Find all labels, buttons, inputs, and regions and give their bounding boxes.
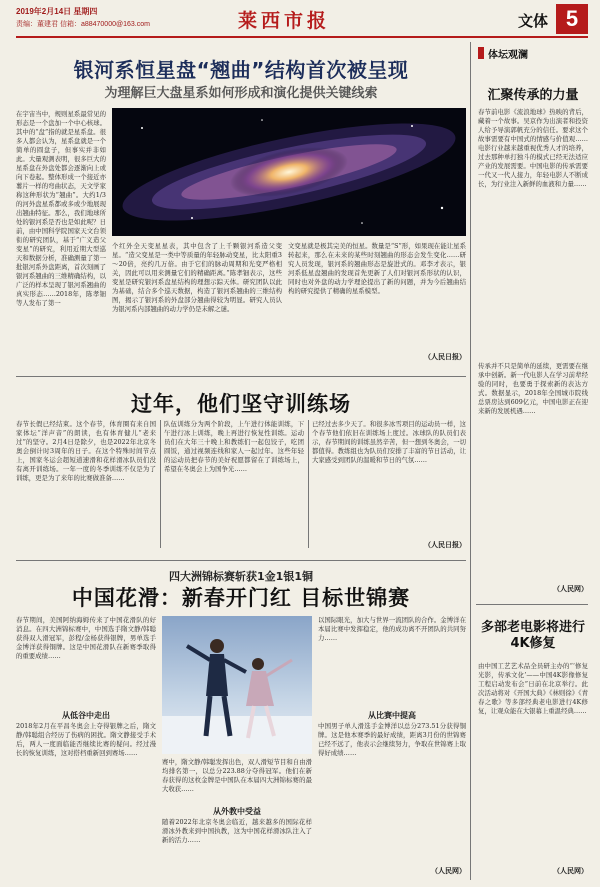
story3-subhead-3: 从比赛中提高 [368,711,416,720]
right-divider [476,604,588,605]
masthead [16,6,588,32]
opinion-body: 春节前电影《流浪地球》热映的背后，藏着一个故事。吴京作为出演者和投资人给予导演郭帆充分的信任。要求这个故事需要有中国式的情感与价值观……电影行业越来越重视优秀人才的培养，过去那种单打独斗的模式已经无法适应产业的发展需要。中国电影的传承需要一代又一代人接力，年轻电影人不断成长，为行业注入新鲜的血液和力量…… [478,108,588,188]
story2-headline: 过年，他们坚守训练场 [131,392,351,416]
story3-source: （人民网） [431,866,466,875]
column-tag [478,46,588,60]
story2-col2: 队伍训练分为两个阶段，上午进行体能训练，下午进行冰上训练，晚上再进行恢复性训练。运动员们在大年三十晚上和教练们一起包饺子，吃团圆饭，通过视频连线和家人一起过年。这些年轻的运动员把春节的美好祝愿都留在了训练场上，希望在冬奥会上为国争光…… [164,420,304,473]
galaxy-image [112,108,466,236]
story3-col2: 赛中，隋文静/韩聪发挥出色，双人滑短节目和自由滑均排名第一，以总分223.88分夺得冠军。他们在新春获得的这枚金牌是中国队在本届四大洲锦标赛的最大收获…… [162,758,312,793]
story2-divider-b [308,420,309,548]
story3-col3: 以国际眼光，加大与世界一流团队的合作。金博洋在本届比赛中发挥稳定，他的成功离不开团队的共同努力…… [318,616,466,642]
story3-kicker: 四大洲锦标赛斩获1金1银1铜 [169,570,313,583]
figure-skating-photo [162,616,312,754]
header-rule [16,36,588,38]
story2-source: （人民日报） [424,540,466,549]
story2-col3: 已经过去多少天了。和很多冰雪项目的运动员一样，这个春节他们依旧在训练场上度过。冰球队的队员们表示，春节期间的训练虽然辛苦，但一想到冬奥会，一切都值得。教练组也为队员们安排了丰富的节日活动，让大家感受到团队的温暖和节日的气氛…… [312,420,466,464]
story1-subhead: 为理解巨大盘星系如何形成和演化提供关键线索 [104,86,378,101]
story-divider-2 [16,560,466,561]
film-restoration-body: 由中国工艺艺术品全员研主办的“‘修复光影，传承文化’——中国4K影像修复工程启动发布会”日前在北京举行。此次活动将对《开国大典》《林则徐》《青春之歌》等多部经典老电影进行4K修复，让观众能在大银幕上重温经典…… [478,662,588,715]
opinion-source: （人民网） [553,584,588,593]
issue-date: 2019年2月14日 星期四 [16,7,98,16]
column-tag-label: 体坛观澜 [488,50,528,61]
story1-col1: 在宇宙当中，规则星系最常见的形态是一个盘加一个中心核球。其中的“盘”指的就是星系盘。很多人都会认为，星系盘就是一个简单的圆盘子，但事实并非如此。大量观测表明，很多巨大的星系盘在外盘处都会逐渐向上或向下卷起。整体形成一个接近亦薯片一样的弯曲状态，天文学家称这种形状为“翘曲”。大约1/3的河外盘星系都或多或少地展现出翘曲特征。那么，我们地球所处的银河系是否也是如此呢？日前，由中国科学院国家天文台领衔的研究团队，基于“广义造父变星”的研究，利用近期大型巡天和数据分析，准确测量了第一批银河系外盘距离，首次刻画了银河系翘曲的三维精确结构，以广泛的样本呈现了银河系翘曲的真实形态……2018年，陈孝钿等人发布了第一 [16,110,106,307]
story-divider-1 [16,376,466,377]
story3-col3b: 中国男子单人滑选手金博洋以总分273.51分获得铜牌。这是他本赛季的最好成绩，距离3月份的世锦赛已经不远了，他表示会继续努力，争取在世锦赛上取得好成绩…… [318,722,466,757]
story3-col1b: 2018年2月在平昌冬奥会上夺得银牌之后，隋文静/韩聪组合经历了伤病的困扰。隋文静接受手术后，两人一度面临能否继续比赛的疑问。经过漫长的恢复训练，这对搭档重新回到赛场…… [16,722,156,757]
story3-subhead-1: 从低谷中走出 [62,711,110,720]
story1-col3: 文变星就是极其完美的恒星。数量是“S”形，如果现在能让星系转起来，那么在未来的某些时刻翘曲的形态会发生变化……研究人员发现，银河系的翘曲形态是旋进式的。邓李才表示，银河系低星盘翘曲的发现首先更新了人们对银河系形状的认识，同时也对外盘的动力学理论提出了新的问题，并为今后翘曲结构的研究提供了精确的星系模型。 [288,242,466,295]
story3-col2b: 随着2022年北京冬奥会临近，越来越多的国际花样滑冰外教来到中国执教，这为中国花样滑冰队注入了新的活力…… [162,818,312,844]
story1-headline: 银河系恒星盘“翘曲”结构首次被呈现 [73,58,409,82]
column-divider [470,42,471,880]
story3-headline: 中国花滑：新春开门红 目标世锦赛 [71,586,411,610]
opinion-body-2: 传承并不只是简单的延续，更需要在继承中创新。新一代电影人在学习前辈经验的同时，也要勇于探索新的表达方式。数据显示，2018年全国城市院线总票房达到609亿元，中国电影正在迎来新的发展机遇…… [478,362,588,415]
section-name: 文体 [518,12,549,30]
story2-divider-a [160,420,161,548]
film-restoration-title: 多部老电影将进行4K修复 [480,620,585,651]
story1-col2: 个红外全天变星星表，其中包含了上千颗银河系造父变星。“造父变星是一类中等质量的年轻脉动变星，比太阳重3～20倍，亮约几万倍。由于它们的脉动周期和光变严格相关，因此可以用来测量它们的精确距离。”陈孝钿表示，这些变星是研究银河系盘星结构的理想示踪天体。研究团队以此为基础，结合多个巡天数据，构造了银河系翘曲的三维结构图，揭示了银河系的外盘部分翘曲得较为明显。研究人员认为银河系内部翘曲的动力学仍是未解之谜。 [112,242,282,313]
film-restoration-source: （人民网） [553,866,588,875]
story3-col1: 春节期间，美国阿纳海姆传来了中国花滑队的好消息。在四大洲锦标赛中，中国选手隋文静/韩聪获得双人滑冠军，彭程/金杨获得银牌，男单选手金博洋获得铜牌。这是中国花滑队在新赛季取得的重要成绩…… [16,616,156,660]
story3-subhead-2: 从外教中受益 [213,807,261,816]
story1-source: （人民日报） [424,352,466,361]
opinion-title: 汇聚传承的力量 [487,88,579,103]
newspaper-logo: 莱西市报 [238,10,331,32]
page-number: 5 [556,4,588,34]
story2-col1: 春节长假已经结束。这个春节，体育圈有来自国家体坛“洋声音”的朗读，也有体育健儿“老来过”的坚守。2月4日是除夕，也是2022年北京冬奥会倒计时3周年的日子。在这个特殊时间节点上，国家冬运会超短道速滑和花样滑冰队员们没有离开训练场。一年一度的冬季训练不仅是为了训练，更是为了来年的比赛做准备…… [16,420,156,482]
tag-marker [478,47,484,59]
editor-line: 责编：董建君 信箱：a88470000@163.com [16,21,150,28]
